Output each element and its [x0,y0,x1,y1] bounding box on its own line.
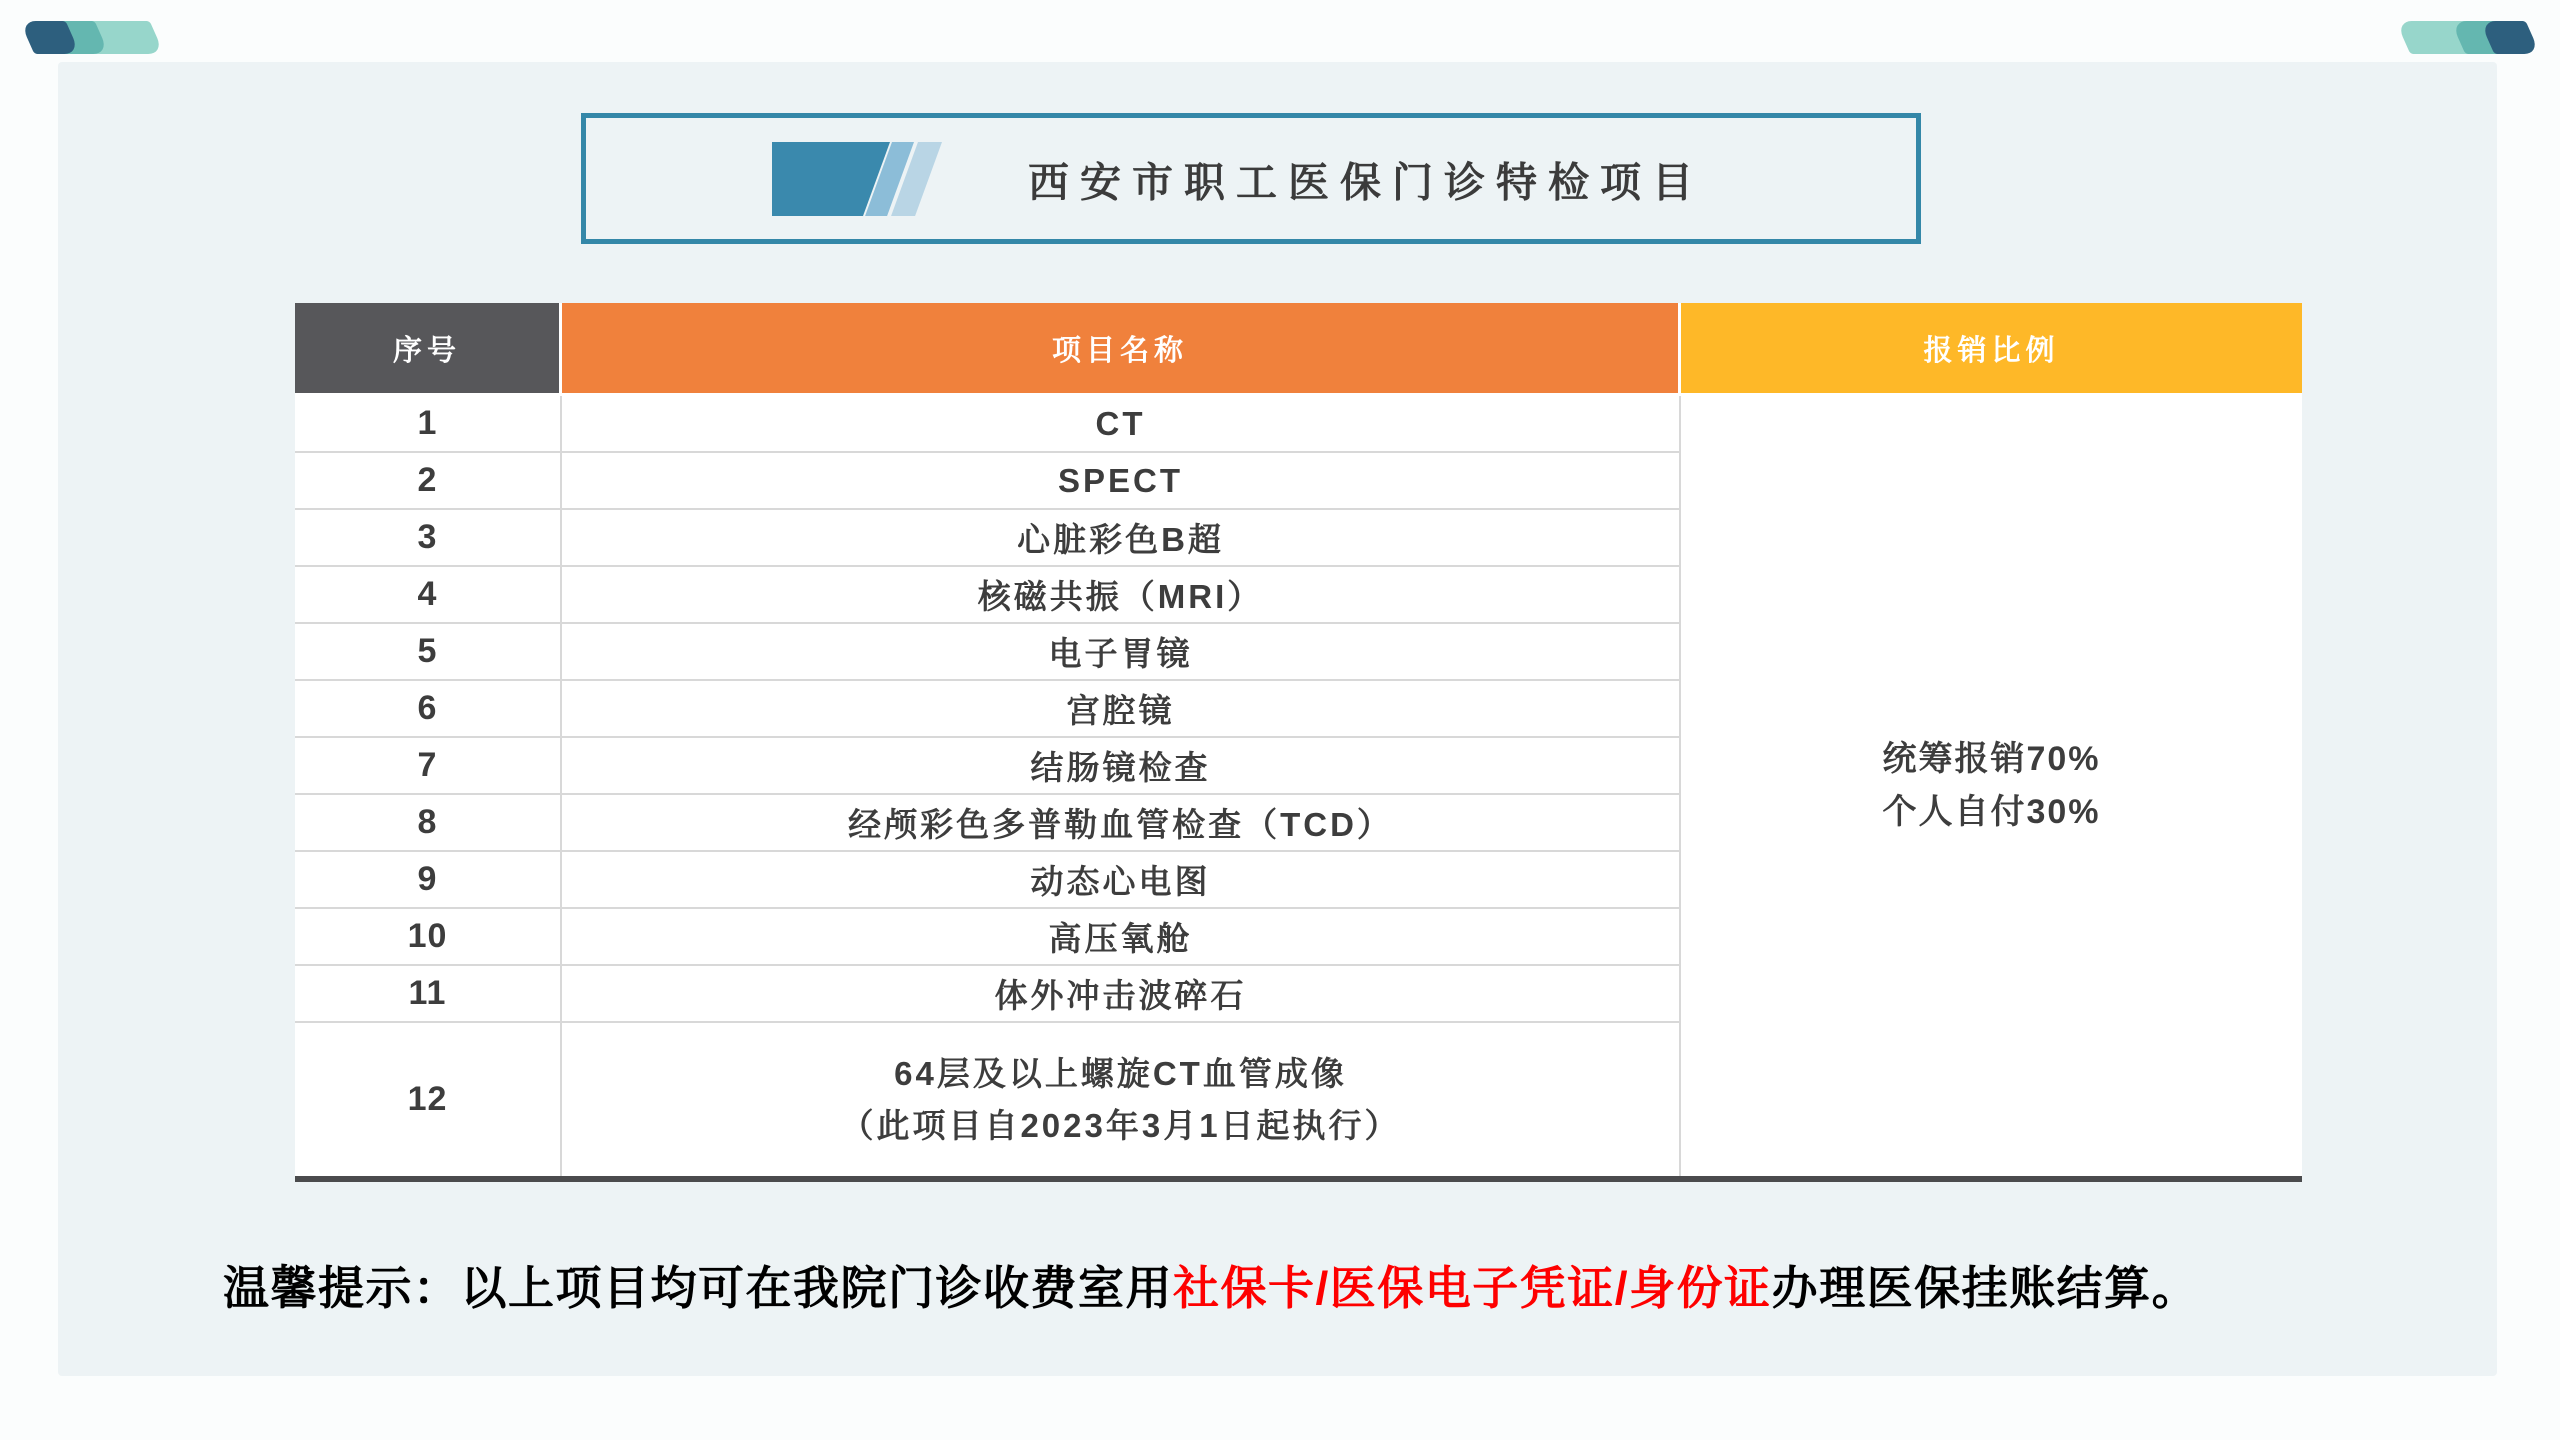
row-item-name: 核磁共振（MRI） [562,567,1681,624]
row-item-name: 宫腔镜 [562,681,1681,738]
row-item-name: SPECT [562,453,1681,510]
row-number: 11 [295,966,562,1023]
warm-tip-note [223,1252,2199,1318]
note-prefix: 温馨提示：以上项目均可在我院门诊收费室用 [223,1262,1173,1314]
item-name-line1: 64层及以上螺旋CT血管成像 [894,1055,1347,1093]
page-title: 西安市职工医保门诊特检项目 [1028,159,1704,205]
row-number: 5 [295,624,562,681]
benefits-table [295,303,2302,1182]
row-number: 10 [295,909,562,966]
title-banner [581,113,1921,244]
note-suffix: 办理医保挂账结算。 [1771,1262,2200,1314]
row-number: 1 [295,396,562,453]
row-item-name: 动态心电图 [562,852,1681,909]
row-item-name: 高压氧舱 [562,909,1681,966]
row-item-name: 电子胃镜 [562,624,1681,681]
item-name-line2: （此项目自2023年3月1日起执行） [840,1106,1401,1144]
row-item-name: 体外冲击波碎石 [562,966,1681,1023]
row-item-name: 心脏彩色B超 [562,510,1681,567]
corner-ribbon-left-icon [27,21,159,54]
row-number: 9 [295,852,562,909]
row-item-name: CT [562,396,1681,453]
row-number: 3 [295,510,562,567]
note-highlight: 社保卡/医保电子凭证/身份证 [1173,1262,1772,1314]
reimbursement-cell [1681,396,2302,1176]
reimbursement-line1: 统筹报销70% [1882,740,2101,779]
row-number: 8 [295,795,562,852]
row-item-name [562,1023,1681,1176]
row-number: 12 [295,1023,562,1176]
row-number: 6 [295,681,562,738]
row-number: 4 [295,567,562,624]
row-item-name: 经颅彩色多普勒血管检查（TCD） [562,795,1681,852]
column-header-ratio: 报销比例 [1681,303,2302,396]
row-number: 7 [295,738,562,795]
reimbursement-line2: 个人自付30% [1882,793,2101,831]
column-header-index: 序号 [295,303,562,396]
title-flag-icon [772,142,944,216]
corner-ribbon-right-icon [2401,21,2533,54]
column-header-item: 项目名称 [562,303,1681,396]
row-number: 2 [295,453,562,510]
row-item-name: 结肠镜检查 [562,738,1681,795]
